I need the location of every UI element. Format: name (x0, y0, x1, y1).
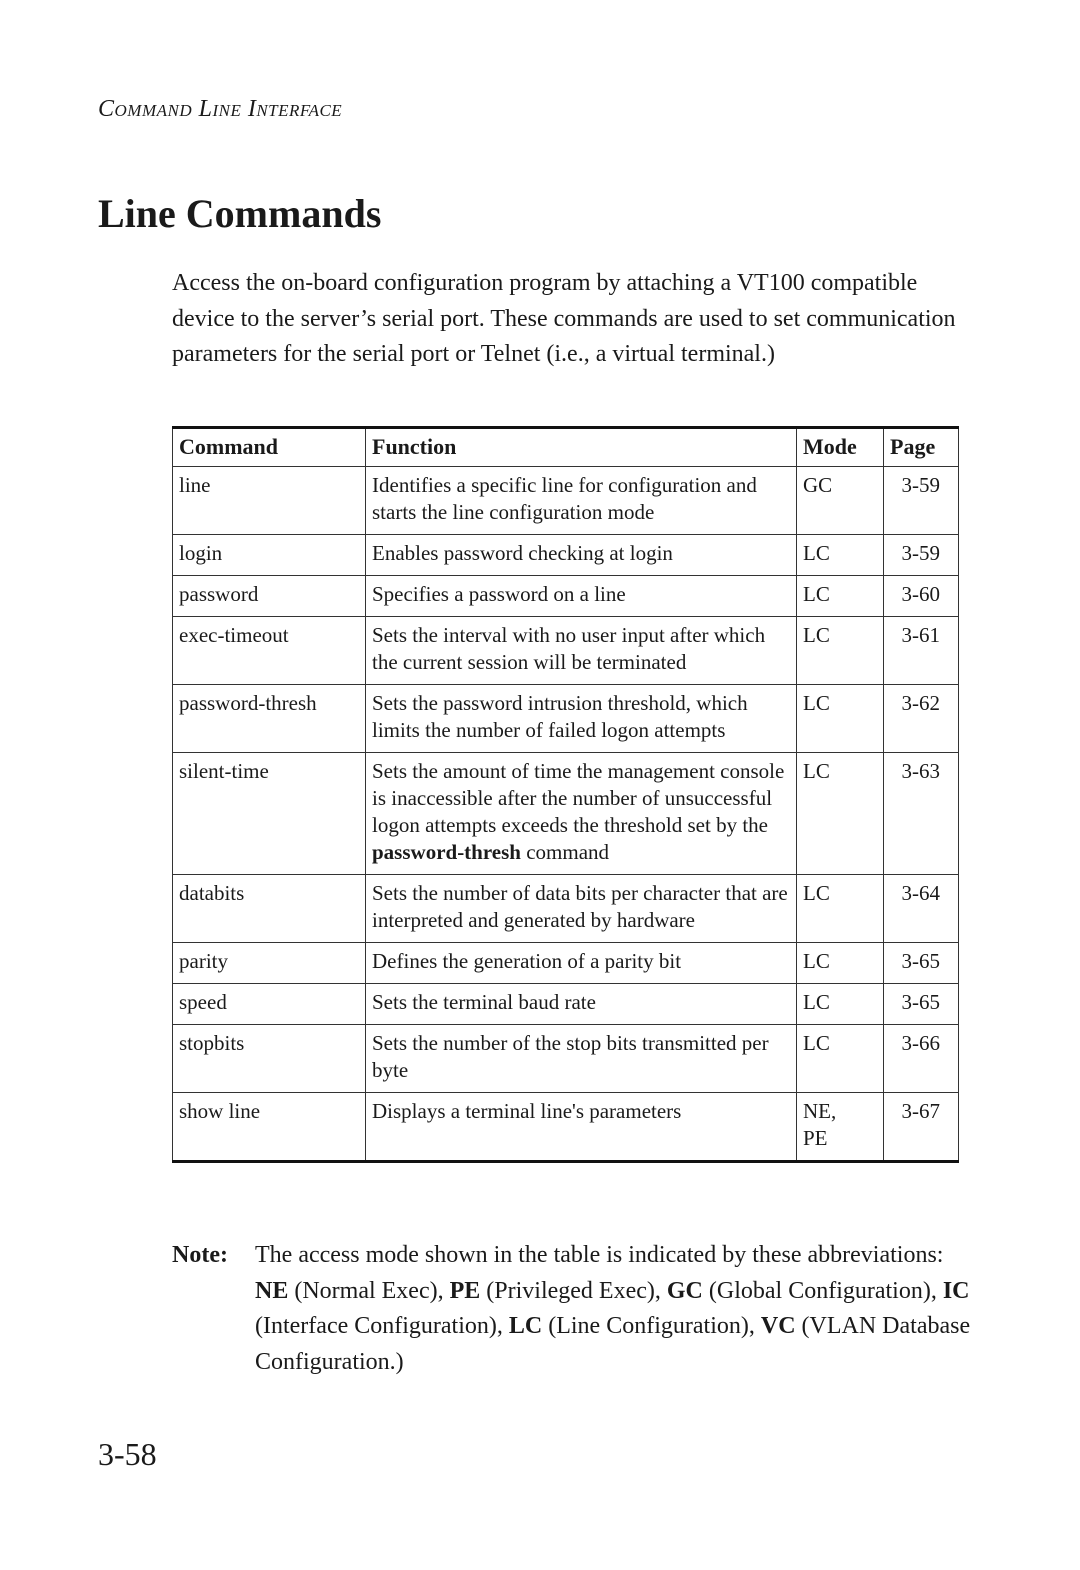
page-cell: 3-61 (884, 617, 959, 685)
page-cell: 3-67 (884, 1093, 959, 1162)
running-header: Command Line Interface (98, 96, 343, 122)
mode-cell: LC (797, 984, 884, 1025)
command-cell: parity (173, 943, 366, 984)
page-cell: 3-60 (884, 576, 959, 617)
page-cell: 3-66 (884, 1025, 959, 1093)
function-cell: Enables password checking at login (366, 535, 797, 576)
mode-cell: LC (797, 753, 884, 875)
command-cell: password (173, 576, 366, 617)
function-text: Sets the amount of time the management console is inaccessible after the number of unsuccessful logon attempts exceeds the threshold set by the (372, 759, 785, 837)
abbr-term: IC (942, 1277, 970, 1304)
command-cell: stopbits (173, 1025, 366, 1093)
note-intro: The access mode shown in the table is indicated by these abbreviations: (255, 1242, 944, 1268)
column-header-command: Command (173, 428, 366, 467)
command-cell: silent-time (173, 753, 366, 875)
command-cell: exec-timeout (173, 617, 366, 685)
table-row (173, 984, 959, 1025)
abbr-term: PE (449, 1277, 481, 1304)
table-header-row (173, 428, 959, 467)
command-cell: password-thresh (173, 685, 366, 753)
abbr-term: LC (508, 1313, 543, 1339)
abbr-term: VC (760, 1313, 796, 1339)
command-cell: speed (173, 984, 366, 1025)
function-cell (366, 753, 797, 875)
table-row (173, 943, 959, 984)
mode-cell: LC (797, 875, 884, 943)
column-header-function: Function (366, 428, 797, 467)
mode-cell: LC (797, 943, 884, 984)
mode-cell: LC (797, 685, 884, 753)
note-block (172, 1238, 972, 1380)
table-row (173, 576, 959, 617)
function-cell: Sets the interval with no user input after which the current session will be terminated (366, 617, 797, 685)
function-cell: Displays a terminal line's parameters (366, 1093, 797, 1162)
page-cell: 3-63 (884, 753, 959, 875)
function-cell: Sets the password intrusion threshold, which limits the number of failed logon attempts (366, 685, 797, 753)
mode-cell: LC (797, 617, 884, 685)
command-cell: login (173, 535, 366, 576)
function-cell: Identifies a specific line for configuration and starts the line configuration mode (366, 467, 797, 535)
section-title: Line Commands (98, 191, 382, 236)
intro-paragraph: Access the on-board configuration program by attaching a VT100 compatible device to the server’s serial port. These commands are used to set communication parameters for the serial port or Telnet (i.e., a virtual terminal.) (172, 270, 956, 367)
page-cell: 3-65 (884, 984, 959, 1025)
abbr-desc: (Interface Configuration), (255, 1313, 509, 1339)
function-text-end: command (520, 840, 610, 864)
page-cell: 3-59 (884, 467, 959, 535)
function-cell: Specifies a password on a line (366, 576, 797, 617)
abbr-desc: (Line Configuration), (542, 1313, 761, 1339)
function-cell: Sets the terminal baud rate (366, 984, 797, 1025)
mode-cell: LC (797, 1025, 884, 1093)
table-row (173, 685, 959, 753)
note-body (255, 1238, 972, 1380)
page-cell: 3-65 (884, 943, 959, 984)
table-row (173, 467, 959, 535)
page-number: 3-58 (98, 1436, 157, 1472)
table-row (173, 1025, 959, 1093)
abbr-desc: (Global Configuration), (702, 1277, 943, 1304)
abbr-term: NE (255, 1277, 289, 1304)
page-cell: 3-62 (884, 685, 959, 753)
mode-cell: LC (797, 535, 884, 576)
command-cell: show line (173, 1093, 366, 1162)
abbr-desc: (Normal Exec), (288, 1277, 450, 1304)
function-keyword: password-thresh (372, 840, 521, 864)
abbr-term: GC (666, 1277, 703, 1304)
column-header-page: Page (884, 428, 959, 467)
function-cell: Defines the generation of a parity bit (366, 943, 797, 984)
mode-line: PE (803, 1126, 828, 1150)
command-cell: databits (173, 875, 366, 943)
function-cell: Sets the number of data bits per character that are interpreted and generated by hardware (366, 875, 797, 943)
page-cell: 3-64 (884, 875, 959, 943)
table-row (173, 1093, 959, 1162)
mode-cell: GC (797, 467, 884, 535)
command-cell: line (173, 467, 366, 535)
page-cell: 3-59 (884, 535, 959, 576)
table-row (173, 875, 959, 943)
table-row (173, 617, 959, 685)
table-row (173, 753, 959, 875)
mode-line: NE, (803, 1099, 837, 1123)
function-cell: Sets the number of the stop bits transmitted per byte (366, 1025, 797, 1093)
line-commands-table (172, 426, 959, 1163)
table-row (173, 535, 959, 576)
column-header-mode: Mode (797, 428, 884, 467)
note-label: Note: (172, 1242, 228, 1268)
mode-cell: LC (797, 576, 884, 617)
mode-cell (797, 1093, 884, 1162)
abbr-desc: (VLAN Database Configuration.) (255, 1313, 971, 1375)
abbr-desc: (Privileged Exec), (480, 1277, 667, 1304)
